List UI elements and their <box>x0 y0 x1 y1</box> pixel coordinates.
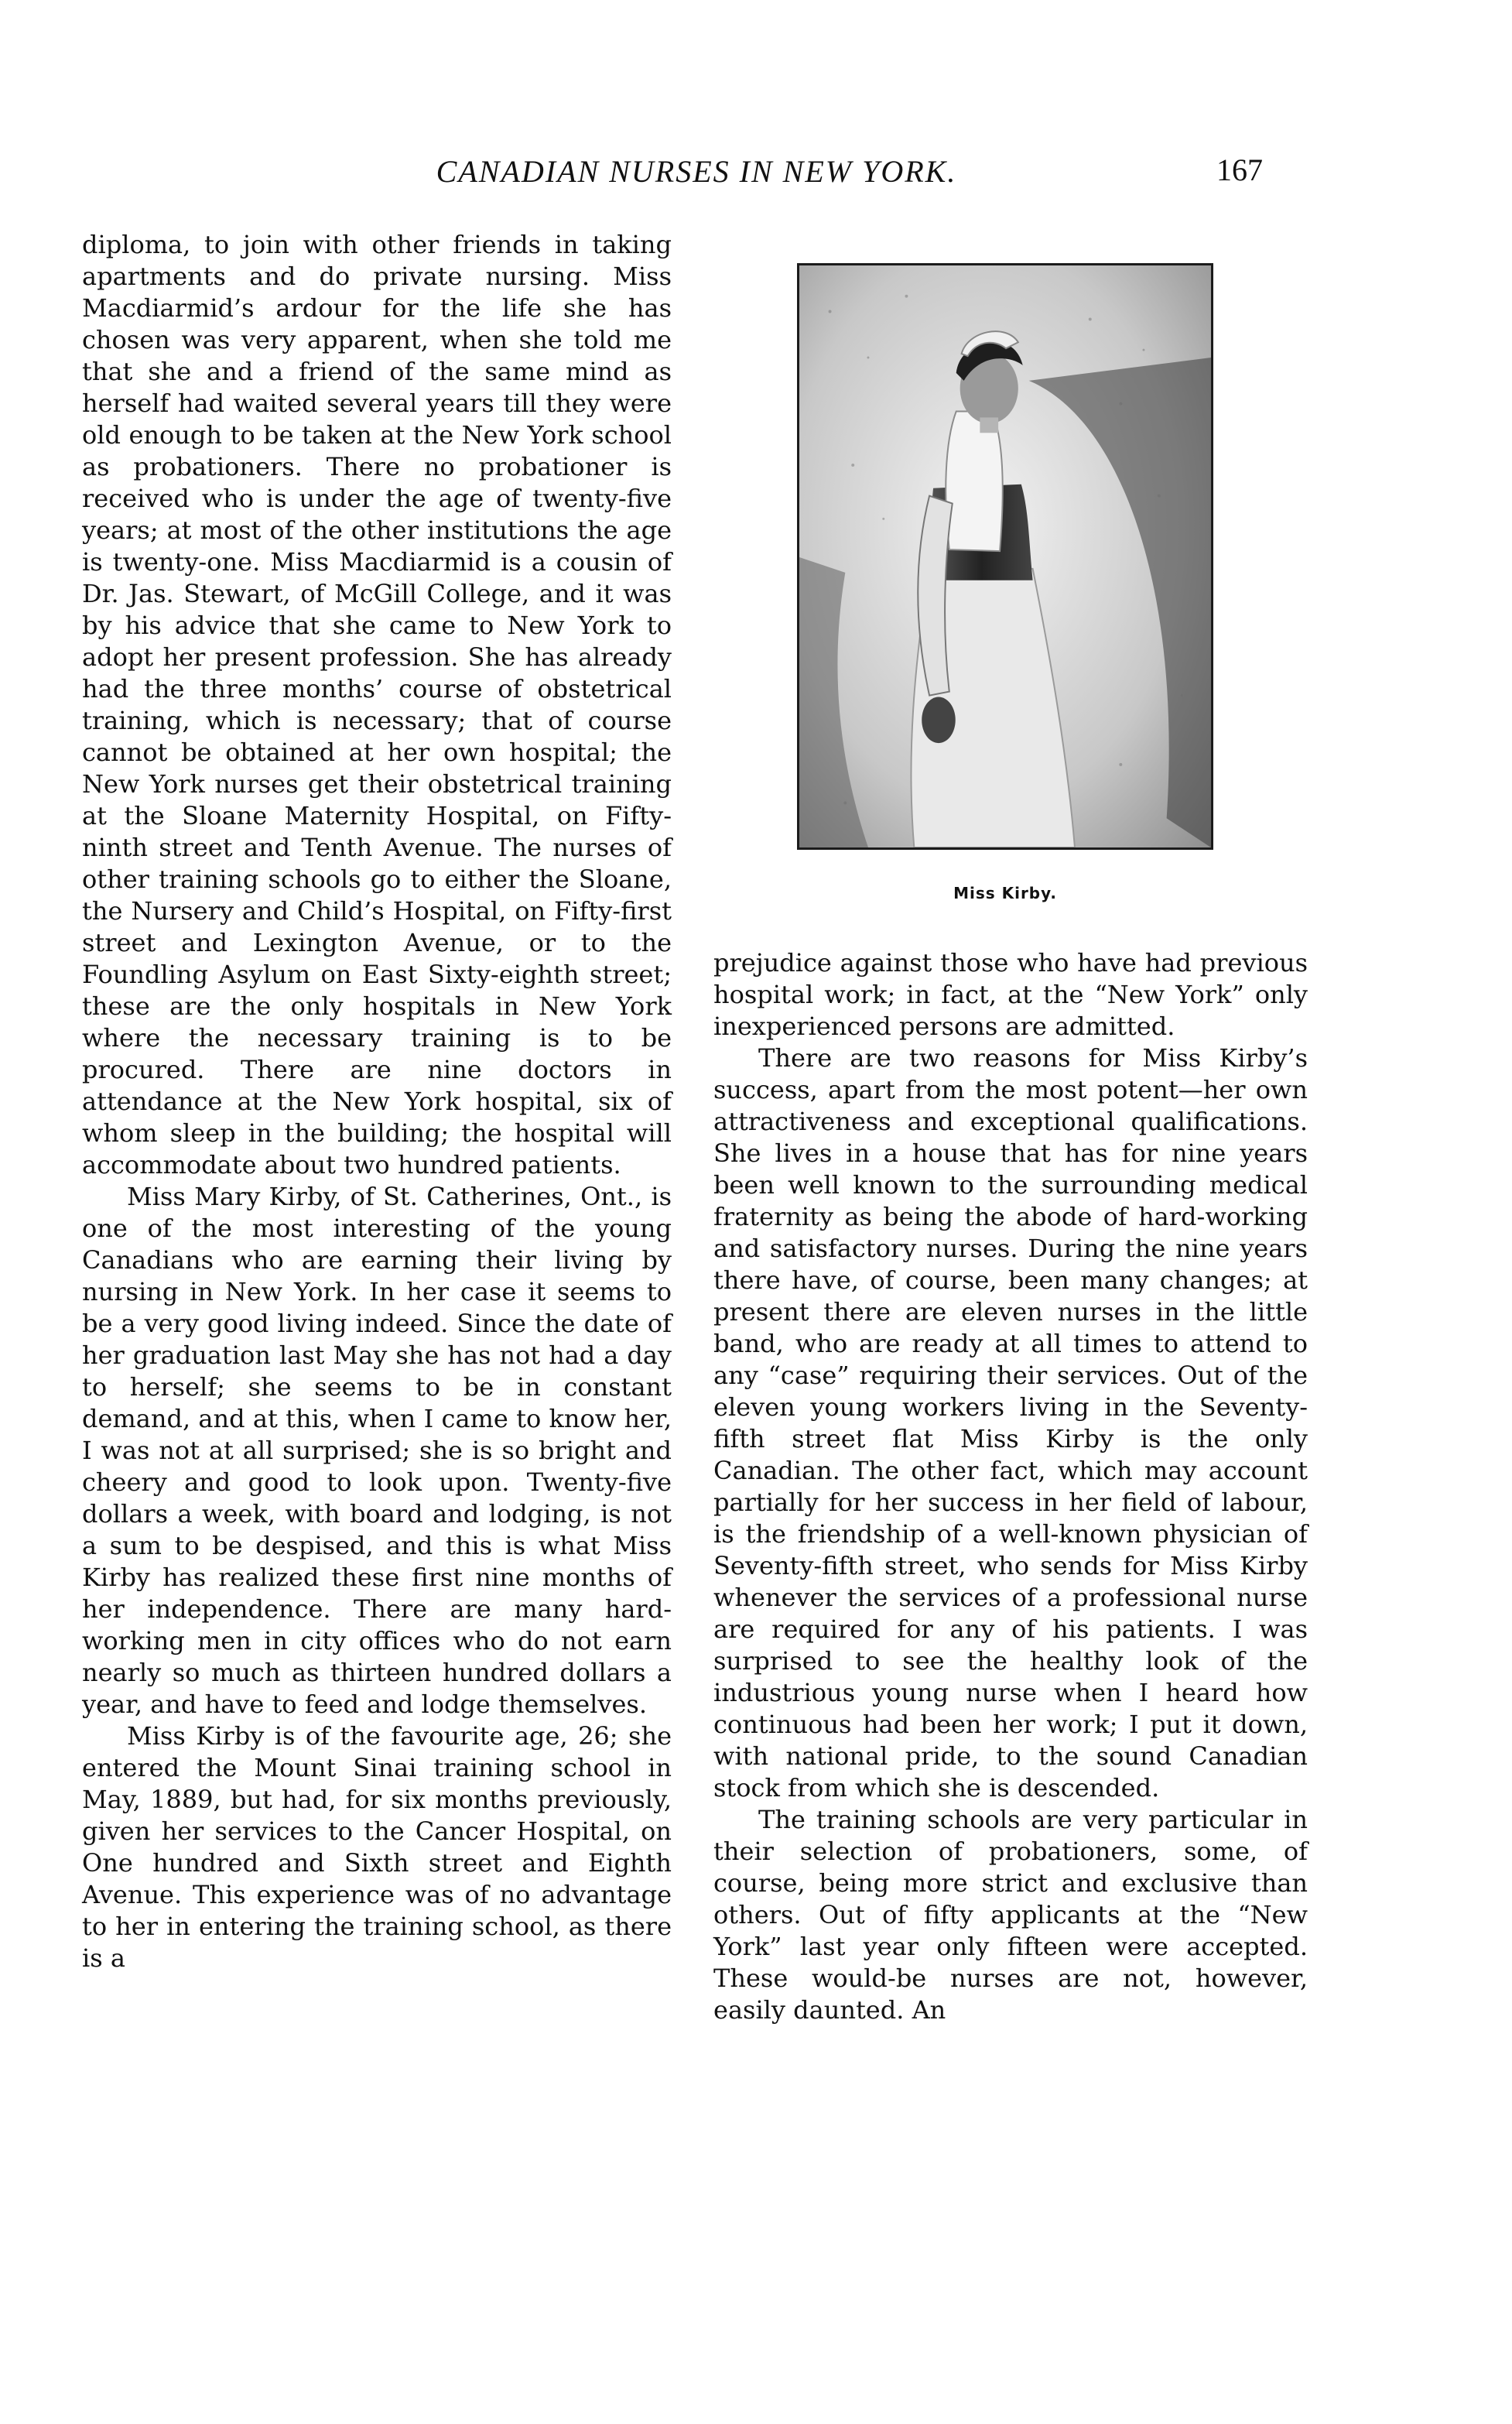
right-paragraph-3: The training schools are very particular in their selection of probationers, some, of course, being more strict and exclusive than others. Out of fifty applicants at the “New York” last year only fifteen were accepted. These would-be nurses are not, however, easily daunted. An <box>713 1805 1308 2025</box>
page-number: 167 <box>1216 152 1263 187</box>
left-paragraph-1: diploma, to join with other friends in taking apartments and do private nursing. Miss Macdiarmid’s ardour for the life she has chosen was very apparent, when she told me that she and a friend of the same mind as herself had waited several years till they were old enough to be taken at the New York school as probationers. There no probationer is received who is under the age of twenty-five years; at most of the other institutions the age is twenty-one. Miss Macdiarmid is a cousin of Dr. Jas. Stewart, of McGill College, and it was by his advice that she came to New York to adopt her present profession. She has already had the three months’ course of obstetrical training, which is necessary; that of course cannot be obtained at her own hospital; the New York nurses get their obstetrical training at the Sloane Maternity Hospital, on Fifty-ninth street and Tenth Avenue. The nurses of other training schools go to either the Sloane, the Nursery and Child’s Hospital, on Fifty-first street and Lexington Avenue, or to the Foundling Asylum on East Sixty-eighth street; these are the only hospitals in New York where the necessary training is to be procured. There are nine doctors in attendance at the New York hospital, six of whom sleep in the building; the hospital will accommodate about two hundred patients. <box>82 230 672 1179</box>
right-text-column <box>713 947 1308 2026</box>
right-paragraph-2: There are two reasons for Miss Kirby’s success, apart from the most potent—her own attractiveness and exceptional qualifications. She lives in a house that has for nine years been well known to the surrounding medical fraternity as being the abode of hard-working and satisfactory nurses. During the nine years there have, of course, been many changes; at present there are eleven nurses in the little band, who are ready at all times to attend to any “case” requiring their services. Out of the eleven young workers living in the Seventy-fifth street flat Miss Kirby is the only Canadian. The other fact, which may account partially for her success in her field of labour, is the friendship of a well-known physician of Seventy-fifth street, who sends for Miss Kirby whenever the services of a professional nurse are required for any of his patients. I was surprised to see the healthy look of the industrious young nurse when I heard how continuous had been her work; I put it down, with national pride, to the sound Canadian stock from which she is descended. <box>713 1043 1308 1803</box>
nurse-portrait-illustration <box>799 265 1211 847</box>
right-paragraph-1: prejudice against those who have had previous hospital work; in fact, at the “New York” only inexperienced persons are admitted. <box>713 948 1308 1041</box>
photo-miss-kirby <box>797 263 1213 850</box>
photo-caption: Miss Kirby. <box>953 884 1057 902</box>
left-paragraph-2: Miss Mary Kirby, of St. Catherines, Ont., is one of the most interesting of the young Canadians who are earning their living by nursing in New York. In her case it seems to be a very good living indeed. Since the date of her graduation last May she has not had a day to herself; she seems to be in constant demand, and at this, when I came to know her, I was not at all surprised; she is so bright and cheery and good to look upon. Twenty-five dollars a week, with board and lodging, is not a sum to be despised, and this is what Miss Kirby has realized these first nine months of her independence. There are many hard-working men in city offices who do not earn nearly so much as thirteen hundred dollars a year, and have to feed and lodge themselves. <box>82 1182 672 1719</box>
left-text-column <box>82 229 672 1974</box>
running-head-title: CANADIAN NURSES IN NEW YORK. <box>436 154 957 189</box>
left-paragraph-3: Miss Kirby is of the favourite age, 26; she entered the Mount Sinai training school in May, 1889, but had, for six months previously, given her services to the Cancer Hospital, on One hundred and Sixth street and Eighth Avenue. This experience was of no advantage to her in entering the training school, as there is a <box>82 1721 672 1973</box>
